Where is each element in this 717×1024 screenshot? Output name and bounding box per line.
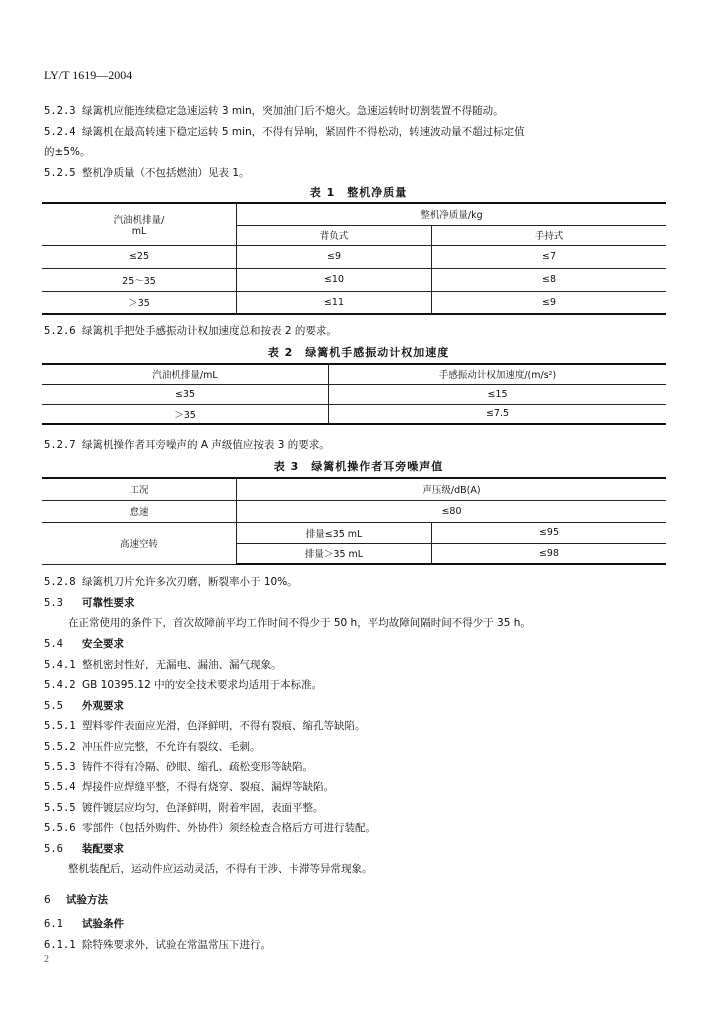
table3-header-level: 声压级/dB(A)	[237, 478, 667, 500]
table3-cell-high-label: 高速空转	[42, 522, 237, 564]
clause-text: GB 10395.12 中的安全技术要求均适用于本标准。	[82, 679, 323, 691]
table1	[42, 202, 666, 315]
table1-cell-backpack: ≤11	[237, 291, 432, 314]
table3-cell-value: ≤98	[432, 543, 667, 564]
clause-number: 5.4.1	[44, 659, 76, 671]
table1-cell-displacement: ＞35	[42, 291, 237, 314]
section-title: 试验方法	[66, 894, 108, 906]
clause-5-2-4	[44, 125, 525, 139]
table1-cell-backpack: ≤9	[237, 245, 432, 268]
clause-number: 5.5.3	[44, 761, 76, 773]
table3	[42, 477, 666, 565]
clause-5-5-3	[44, 760, 313, 774]
table-row	[42, 404, 666, 424]
table2-cell-displacement: ≤35	[42, 384, 329, 404]
section-title: 可靠性要求	[82, 597, 135, 609]
section-5-4-heading	[44, 637, 124, 651]
section-title: 装配要求	[82, 843, 124, 855]
table1-header-mass: 整机净质量/kg	[237, 203, 667, 225]
table3-cell-idle-value: ≤80	[237, 500, 667, 522]
clause-5-5-1	[44, 719, 366, 733]
standard-code-header: LY/T 1619—2004	[44, 68, 133, 82]
table2-header-displacement: 汽油机排量/mL	[42, 364, 329, 384]
clause-number: 5.2.7	[44, 439, 76, 451]
table-row	[42, 522, 666, 543]
clause-5-5-4	[44, 780, 334, 794]
clause-text: 零部件（包括外购件、外协件）须经检查合格后方可进行装配。	[82, 822, 376, 834]
section-title: 外观要求	[82, 700, 124, 712]
clause-5-4-1	[44, 658, 282, 672]
table3-header-condition: 工况	[42, 478, 237, 500]
clause-text: 焊接件应焊缝平整，不得有烧穿、裂痕、漏焊等缺陷。	[82, 781, 334, 793]
clause-5-2-4-continued: 的±5%。	[44, 146, 91, 158]
clause-6-1-1	[44, 938, 271, 952]
table1-header-displacement-label: 汽油机排量/	[113, 214, 165, 226]
clause-number: 5.2.3	[44, 105, 76, 117]
clause-number: 5.5.2	[44, 741, 76, 753]
table2	[42, 363, 666, 425]
clause-number: 6.1.1	[44, 939, 76, 951]
table-row	[42, 268, 666, 291]
clause-text: 冲压件应完整，不允许有裂纹、毛刺。	[82, 741, 261, 753]
clause-text: 绿篱机手把处手感振动计权加速度总和按表 2 的要求。	[82, 325, 337, 337]
section-5-6-body: 整机装配后，运动件应运动灵活，不得有干涉、卡滞等异常现象。	[68, 863, 373, 875]
table2-cell-acceleration: ≤7.5	[329, 404, 667, 424]
clause-number: 5.5.6	[44, 822, 76, 834]
clause-text: 整机净质量（不包括燃油）见表 1。	[82, 167, 250, 179]
section-title: 试验条件	[82, 918, 124, 930]
clause-number: 5.2.5	[44, 167, 76, 179]
section-number: 5.5	[44, 700, 63, 712]
table1-cell-backpack: ≤10	[237, 268, 432, 291]
section-6-heading	[44, 893, 108, 907]
clause-number: 5.2.6	[44, 325, 76, 337]
section-number: 5.4	[44, 638, 63, 650]
table1-header-handheld: 手持式	[432, 225, 667, 245]
table1-header-backpack: 背负式	[237, 225, 432, 245]
clause-text: 绿篱机刀片允许多次刃磨，断裂率小于 10%。	[82, 576, 298, 588]
section-number: 6	[44, 894, 51, 906]
table1-header-displacement	[42, 203, 237, 245]
table2-caption: 表 2 绿篱机手感振动计权加速度	[267, 346, 450, 359]
section-6-1-heading	[44, 917, 124, 931]
clause-text: 铸件不得有冷隔、砂眼、缩孔、疏松变形等缺陷。	[82, 761, 313, 773]
table3-cell-value: ≤95	[432, 522, 667, 543]
table2-cell-displacement: ＞35	[42, 404, 329, 424]
section-title: 安全要求	[82, 638, 124, 650]
section-5-5-heading	[44, 699, 124, 713]
clause-text: 镀件镀层应均匀，色泽鲜明，附着牢固，表面平整。	[82, 802, 324, 814]
table1-cell-handheld: ≤8	[432, 268, 667, 291]
table1-caption: 表 1 整机净质量	[309, 186, 408, 199]
clause-text: 绿篱机在最高转速下稳定运转 5 min，不得有异响，紧固件不得松动，转速波动量不超过标定值	[82, 126, 525, 138]
clause-5-2-6	[44, 324, 337, 338]
section-5-3-heading	[44, 596, 135, 610]
table1-cell-handheld: ≤9	[432, 291, 667, 314]
page-number: 2	[44, 954, 49, 965]
table-row	[42, 245, 666, 268]
table2-header-acceleration: 手感振动计权加速度/(m/s²)	[329, 364, 667, 384]
table-row	[42, 500, 666, 522]
clause-5-2-8	[44, 575, 298, 589]
clause-number: 5.2.4	[44, 126, 76, 138]
clause-number: 5.5.4	[44, 781, 76, 793]
table-row	[42, 291, 666, 314]
clause-5-5-6	[44, 821, 376, 835]
clause-5-5-2	[44, 740, 261, 754]
section-number: 5.3	[44, 597, 63, 609]
clause-5-5-5	[44, 801, 324, 815]
clause-number: 5.5.5	[44, 802, 76, 814]
table1-header-unit: mL	[131, 225, 147, 237]
section-number: 5.6	[44, 843, 63, 855]
clause-number: 5.4.2	[44, 679, 76, 691]
clause-5-2-5	[44, 166, 250, 180]
table-row	[42, 384, 666, 404]
section-number: 6.1	[44, 918, 63, 930]
clause-text: 绿篱机操作者耳旁噪声的 A 声级值应按表 3 的要求。	[82, 439, 330, 451]
clause-5-4-2	[44, 678, 322, 692]
clause-5-2-3	[44, 104, 504, 118]
table1-cell-displacement: 25～35	[42, 268, 237, 291]
clause-5-2-7	[44, 438, 330, 452]
clause-number: 5.5.1	[44, 720, 76, 732]
table3-cell-idle-label: 怠速	[42, 500, 237, 522]
section-5-3-body: 在正常使用的条件下，首次故障前平均工作时间不得少于 50 h，平均故障间隔时间不得少于 35 h。	[68, 617, 531, 629]
section-5-6-heading	[44, 842, 124, 856]
clause-text: 绿篱机应能连续稳定急速运转 3 min，突加油门后不熄火。急速运转时切割装置不得随动。	[82, 105, 504, 117]
table3-cell-subcondition: 排量＞35 mL	[237, 543, 432, 564]
table3-cell-subcondition: 排量≤35 mL	[237, 522, 432, 543]
table1-cell-handheld: ≤7	[432, 245, 667, 268]
table1-cell-displacement: ≤25	[42, 245, 237, 268]
table2-cell-acceleration: ≤15	[329, 384, 667, 404]
clause-text: 除特殊要求外，试验在常温常压下进行。	[82, 939, 271, 951]
table3-caption: 表 3 绿篱机操作者耳旁噪声值	[273, 460, 444, 473]
clause-text: 整机密封性好，无漏电、漏油、漏气现象。	[82, 659, 282, 671]
clause-number: 5.2.8	[44, 576, 76, 588]
clause-text: 塑料零件表面应光滑，色泽鲜明，不得有裂痕、缩孔等缺陷。	[82, 720, 366, 732]
